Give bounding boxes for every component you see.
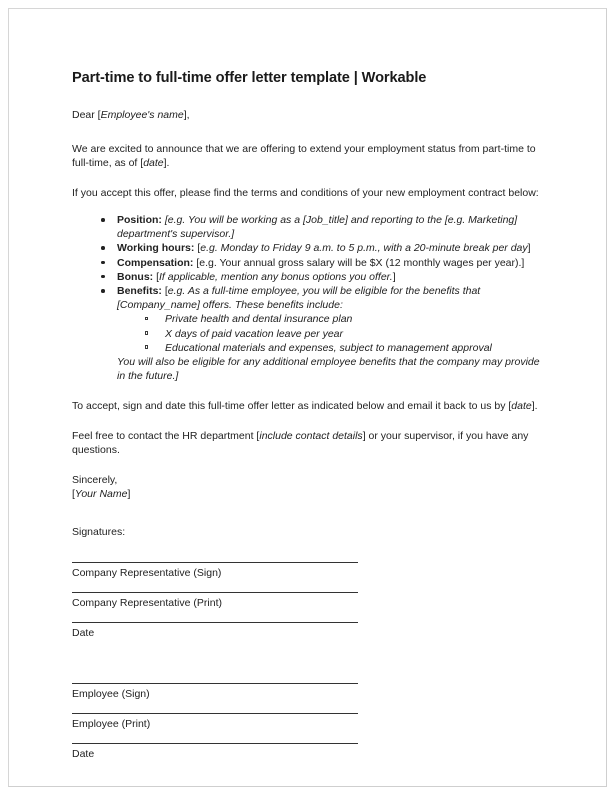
accept-date-placeholder: date bbox=[511, 400, 532, 413]
salutation-prefix: Dear [ bbox=[72, 109, 101, 121]
signature-line[interactable] bbox=[72, 713, 358, 714]
contact-details-placeholder: include contact details bbox=[259, 429, 363, 442]
signature-line[interactable] bbox=[72, 592, 358, 593]
salutation bbox=[72, 108, 544, 123]
term-label-benefits: Benefits: bbox=[117, 285, 162, 298]
terms-lead-paragraph: If you accept this offer, please find the terms and conditions of your new employment contract below: bbox=[72, 186, 539, 199]
term-label-position: Position: bbox=[117, 214, 162, 226]
intro-date-placeholder: date bbox=[143, 157, 164, 169]
terms-list bbox=[72, 213, 544, 383]
intro-text-after: ]. bbox=[163, 157, 170, 169]
accept-text-before: To accept, sign and date this full-time offer letter as indicated below and email it back to us by [ bbox=[72, 400, 512, 413]
signature-caption: Date bbox=[72, 626, 95, 639]
term-label-working-hours: Working hours: bbox=[117, 242, 195, 255]
sign-off: Sincerely, bbox=[72, 473, 118, 486]
closing-name-close: ] bbox=[127, 488, 131, 501]
contact-paragraph bbox=[72, 429, 544, 458]
term-value-working-hours: e.g. Monday to Friday 9 a.m. to 5 p.m., with a 20-minute break per day bbox=[200, 242, 528, 255]
term-label-compensation: Compensation: bbox=[117, 256, 194, 269]
signature-line[interactable] bbox=[72, 622, 358, 623]
closing-name-placeholder: Your Name bbox=[74, 488, 128, 501]
list-item-benefit-1: Private health and dental insurance plan bbox=[117, 312, 544, 326]
list-item-compensation bbox=[72, 256, 544, 270]
signature-caption: Employee (Print) bbox=[72, 717, 151, 730]
signature-line[interactable] bbox=[72, 743, 358, 744]
term-bracket-open-bonus: [ bbox=[156, 270, 160, 283]
signature-row-company-print bbox=[72, 592, 544, 610]
signature-line[interactable] bbox=[72, 562, 358, 563]
term-bracket-open-benefits: [ bbox=[164, 285, 168, 298]
signature-row-employee-print bbox=[72, 713, 544, 731]
intro-text-before: We are excited to announce that we are offering to extend your employment status from part-time to full-time, as of [ bbox=[72, 142, 536, 169]
page-title: Part-time to full-time offer letter template | Workable bbox=[72, 70, 427, 86]
benefits-sub-list bbox=[117, 312, 544, 355]
closing-block bbox=[72, 473, 544, 502]
contact-text-after: ] or your supervisor, if you have any questions. bbox=[72, 429, 529, 457]
accept-paragraph bbox=[72, 399, 544, 414]
list-item-benefits bbox=[72, 284, 544, 383]
contact-text-before: Feel free to contact the HR department [ bbox=[72, 429, 260, 442]
list-item-working-hours bbox=[72, 241, 544, 255]
signature-caption: Company Representative (Print) bbox=[72, 596, 222, 609]
term-value-benefits: e.g. As a full-time employee, you will be eligible for the benefits that [Company_name] offers. These benefits include: bbox=[117, 285, 481, 312]
term-value-compensation: [e.g. Your annual gross salary will be $X (12 monthly wages per year).] bbox=[196, 256, 525, 269]
salutation-placeholder: Employee's name bbox=[100, 109, 184, 121]
employee-signature-group bbox=[72, 683, 544, 761]
term-bracket-close-bonus: ] bbox=[392, 270, 396, 283]
term-bracket-close-working-hours: ] bbox=[527, 242, 531, 255]
signature-row-company-sign bbox=[72, 562, 544, 580]
signature-caption: Date bbox=[72, 747, 95, 760]
benefits-tail-text: You will also be eligible for any additional employee benefits that the company may provide in the future.] bbox=[117, 356, 540, 383]
signatures-section bbox=[72, 525, 544, 761]
list-item-bonus bbox=[72, 270, 544, 284]
accept-text-after: ]. bbox=[531, 400, 538, 413]
salutation-suffix: ], bbox=[183, 109, 190, 121]
signature-caption: Employee (Sign) bbox=[72, 687, 150, 700]
list-item-benefit-3: Educational materials and expenses, subject to management approval bbox=[117, 341, 544, 355]
term-value-position: [e.g. You will be working as a [Job_title] and reporting to the [e.g. Marketing] department's supervisor.] bbox=[117, 214, 518, 241]
signature-row-company-date bbox=[72, 622, 544, 640]
company-signature-group bbox=[72, 562, 544, 640]
term-label-bonus: Bonus: bbox=[117, 270, 154, 283]
document-body bbox=[72, 69, 544, 773]
signature-line[interactable] bbox=[72, 683, 358, 684]
list-item-position bbox=[72, 213, 544, 241]
signature-caption: Company Representative (Sign) bbox=[72, 566, 222, 579]
term-value-bonus: If applicable, mention any bonus options you offer. bbox=[159, 270, 393, 283]
list-item-benefit-2: X days of paid vacation leave per year bbox=[117, 327, 544, 341]
document-page bbox=[8, 8, 607, 787]
signatures-heading: Signatures: bbox=[72, 525, 126, 538]
signature-row-employee-sign bbox=[72, 683, 544, 701]
closing-name-open: [ bbox=[72, 488, 75, 501]
signature-row-employee-date bbox=[72, 743, 544, 761]
intro-paragraph bbox=[72, 142, 544, 171]
term-bracket-open-working-hours: [ bbox=[197, 242, 201, 255]
